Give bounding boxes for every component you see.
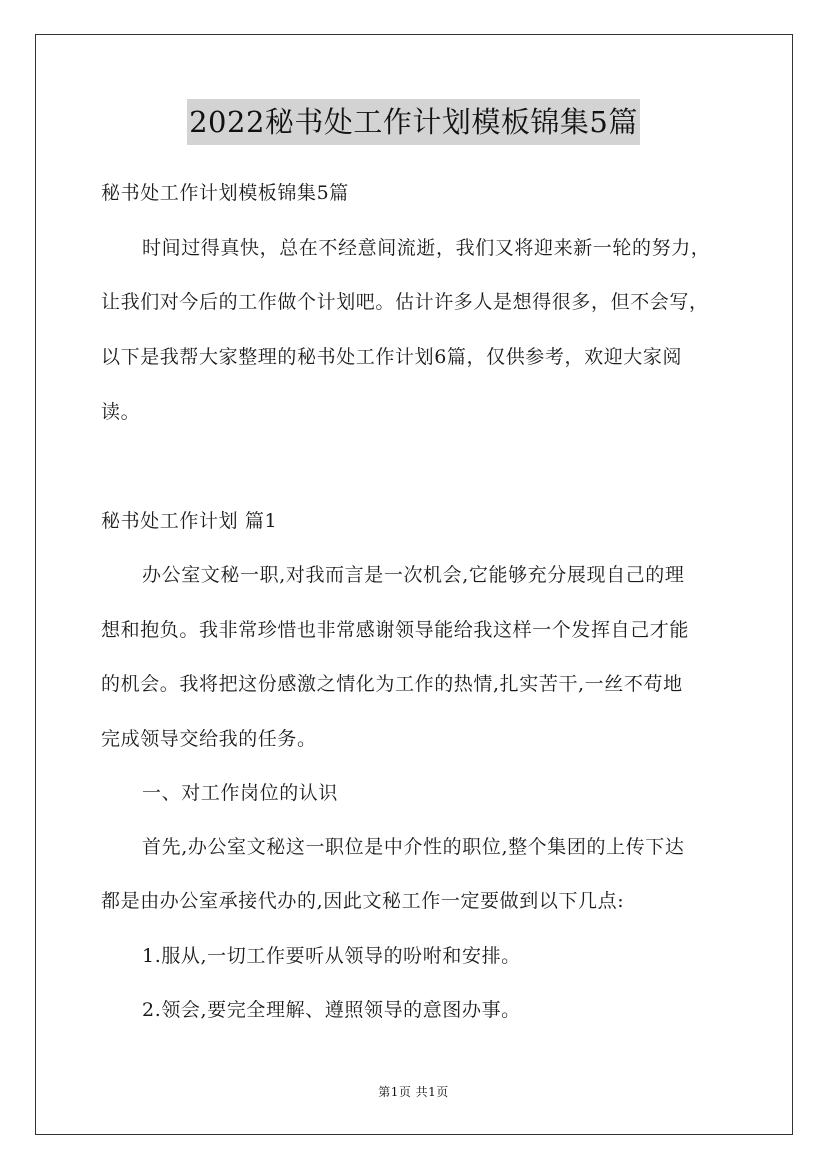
- page-footer: 第1页 共1页: [378, 1085, 449, 1099]
- paragraph-line: 的机会。我将把这份感激之情化为工作的热情,扎实苦干,一丝不苟地: [101, 673, 683, 695]
- intro-line: 让我们对今后的工作做个计划吧。估计许多人是想得很多，但不会写，: [101, 291, 709, 313]
- paragraph-line: 首先,办公室文秘这一职位是中介性的职位,整个集团的上传下达: [142, 836, 685, 858]
- subheading: 一、对工作岗位的认识: [142, 782, 339, 804]
- paragraph-line: 办公室文秘一职,对我而言是一次机会,它能够充分展现自己的理: [142, 564, 685, 586]
- paragraph-line: 都是由办公室承接代办的,因此文秘工作一定要做到以下几点:: [101, 890, 625, 912]
- paragraph-line: 想和抱负。我非常珍惜也非常感谢领导能给我这样一个发挥自己才能: [101, 619, 690, 641]
- intro-line: 以下是我帮大家整理的秘书处工作计划6篇，仅供参考，欢迎大家阅: [101, 346, 683, 368]
- list-item: 2.领会,要完全理解、遵照领导的意图办事。: [142, 999, 521, 1021]
- list-item: 1.服从,一切工作要听从领导的吩咐和安排。: [142, 945, 521, 967]
- intro-line: 时间过得真快，总在不经意间流逝，我们又将迎来新一轮的努力，: [142, 237, 711, 259]
- paragraph-line: 完成领导交给我的任务。: [101, 728, 317, 750]
- intro-line: 读。: [101, 401, 141, 423]
- title-container: [0, 99, 827, 145]
- document-title: 2022秘书处工作计划模板锦集5篇: [187, 99, 640, 145]
- section-heading: 秘书处工作计划 篇1: [101, 510, 278, 532]
- document-subtitle: 秘书处工作计划模板锦集5篇: [101, 182, 349, 204]
